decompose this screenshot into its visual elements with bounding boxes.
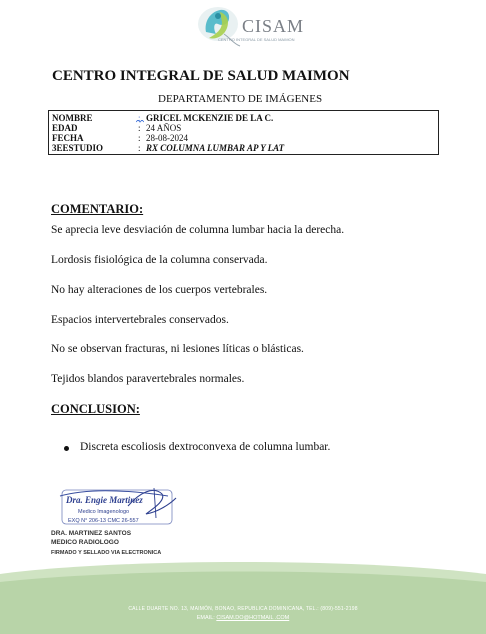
conclusion-item: Discreta escoliosis dextroconvexa de columna lumbar. — [80, 441, 331, 453]
signature-note: FIRMADO Y SELLADO VIA ELECTRONICA — [51, 550, 162, 556]
comentario-line: Espacios intervertebrales conservados. — [51, 314, 229, 326]
conclusion-heading: CONCLUSION: — [51, 402, 140, 416]
info-colon: : — [138, 143, 141, 153]
info-colon: : — [138, 123, 141, 133]
signer-name: DRA. MARTINEZ SANTOS — [51, 530, 132, 537]
department-label: DEPARTAMENTO DE IMÁGENES — [158, 93, 323, 105]
bullet-icon — [64, 446, 69, 451]
footer-email-link[interactable]: CISAM.DO@HOTMAIL .COM — [216, 615, 290, 621]
info-value: RX COLUMNA LUMBAR AP Y LAT — [146, 143, 285, 153]
svg-text:Dra. Engie Martinez: Dra. Engie Martinez — [66, 495, 143, 505]
footer-email-prefix: EMAIL: — [196, 615, 215, 621]
info-value: 24 AÑOS — [146, 123, 182, 133]
info-label: FECHA — [52, 133, 84, 143]
info-colon: : — [138, 113, 141, 123]
comentario-line: Lordosis fisiológica de la columna conservada. — [51, 254, 268, 266]
logo-text: CISAM — [242, 16, 305, 36]
comentario-line: Se aprecia leve desviación de columna lumbar hacia la derecha. — [51, 224, 345, 236]
clinic-title: CENTRO INTEGRAL DE SALUD MAIMON — [52, 68, 350, 84]
comentario-line: No hay alteraciones de los cuerpos vertebrales. — [51, 284, 268, 296]
info-label: NOMBRE — [52, 113, 93, 123]
svg-text:Medico Imagenologo: Medico Imagenologo — [78, 509, 130, 515]
info-label: 3EESTUDIO — [52, 143, 104, 153]
footer-address: CALLE DUARTE NO. 13, MAIMÓN, BONAO, REPUBLICA DOMINICANA, TEL.: (809)-551-2198 — [128, 606, 358, 612]
footer-wave — [0, 560, 486, 634]
info-value: GRICEL MCKENZIE DE LA C. — [146, 113, 274, 123]
svg-text:EXQ N° 206-13 CMC 26-557: EXQ N° 206-13 CMC 26-557 — [68, 518, 139, 524]
signature-stamp-icon — [58, 484, 193, 534]
comentario-heading: COMENTARIO: — [51, 202, 144, 216]
footer-email — [0, 615, 486, 621]
signer-role: MEDICO RADIOLOGO — [51, 539, 119, 546]
info-value: 28-08-2024 — [146, 133, 188, 143]
comentario-line: Tejidos blandos paravertebrales normales. — [51, 373, 245, 385]
comentario-line: No se observan fracturas, ni lesiones líticas o blásticas. — [51, 343, 304, 355]
info-colon: : — [138, 133, 141, 143]
logo-subtext: CENTRO INTEGRAL DE SALUD MAIMON — [218, 37, 295, 42]
patient-info-box — [48, 110, 439, 155]
info-label: EDAD — [52, 123, 78, 133]
